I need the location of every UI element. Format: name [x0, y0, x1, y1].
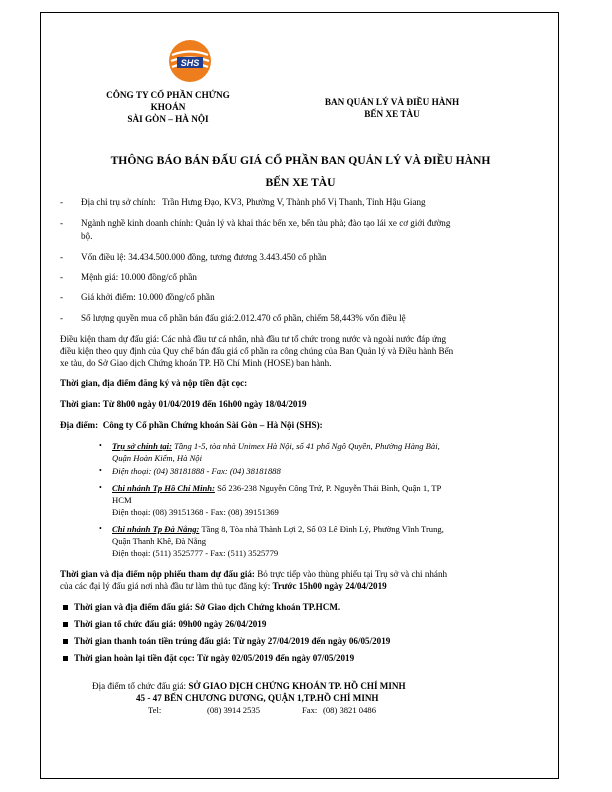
- document-page: [40, 12, 559, 779]
- ballot-line-2: [60, 581, 554, 592]
- schedule-item: Thời gian hoàn lại tiền đặt cọc: Từ ngày 02/05/2019 đến ngày 07/05/2019: [74, 653, 355, 663]
- venue-name: SỞ GIAO DỊCH CHỨNG KHOÁN TP. HỒ CHÍ MINH: [188, 681, 406, 691]
- hcm-line-2: HCM: [112, 495, 132, 505]
- logo-text: SHS: [180, 58, 200, 68]
- shs-logo: [168, 39, 212, 83]
- company-line-1: CÔNG TY CỔ PHẦN CHỨNG KHOÁN: [106, 90, 230, 112]
- square-bullet: [63, 605, 68, 610]
- title-line-2: BẾN XE TÀU: [265, 176, 336, 189]
- hq-line-1: Tầng 1-5, tòa nhà Unimex Hà Nội, số 41 phố Ngô Quyền, Phường Hàng Bài,: [174, 441, 440, 451]
- dash-bullet: -: [60, 292, 64, 302]
- business-line-1: Ngành nghề kinh doanh chính: Quản lý và khai thác bến xe, bến tàu phà; đào tạo lái xe cơ giới đường: [81, 218, 451, 228]
- dn-line-2: Quận Thanh Khê, Đà Nẵng: [112, 536, 207, 546]
- venue-line-1: [92, 681, 406, 692]
- hcm-branch: [112, 483, 552, 494]
- bullet-dot: •: [99, 466, 102, 475]
- hcm-line-1: Số 236-238 Nguyễn Công Trứ, P. Nguyễn Thái Bình, Quận 1, TP: [217, 483, 442, 493]
- ballot-line-1: [60, 569, 554, 580]
- schedule-item: Thời gian tổ chức đấu giá: 09h00 ngày 26/04/2019: [74, 619, 267, 629]
- place-label: Địa điểm:: [60, 420, 99, 430]
- hq-address: [112, 441, 552, 452]
- conditions-line-1: Điều kiện tham dự đấu giá: Các nhà đầu tư cá nhân, nhà đầu tư tổ chức trong nước và ngoài nước đáp ứng: [60, 334, 447, 344]
- business-line-2: bộ.: [81, 231, 93, 241]
- hq-phone: Điện thoại: (04) 38181888 - Fax: (04) 38181888: [112, 466, 281, 476]
- ballot-deadline: Trước 15h00 ngày 24/04/2019: [272, 581, 387, 591]
- starting-price: Giá khởi điểm: 10.000 đồng/cổ phần: [81, 292, 215, 302]
- ballot-label: Thời gian và địa điểm nộp phiếu tham dự đấu giá:: [60, 569, 255, 579]
- organization-name: [312, 96, 472, 120]
- venue-address: 45 - 47 BẾN CHƯƠNG DƯƠNG, QUẬN 1,TP.HỒ CHÍ MINH: [136, 693, 379, 703]
- venue-tel-label: Tel:: [148, 705, 162, 715]
- conditions-line-3: xe tàu, do Sở Giao dịch Chứng khoán TP. Hồ Chí Minh (HOSE) ban hành.: [60, 358, 332, 368]
- ballot-text-2: của các đại lý đấu giá nơi nhà đầu tư làm thủ tục đăng ký:: [60, 581, 271, 591]
- title-line-1: THÔNG BÁO BÁN ĐẤU GIÁ CỔ PHẦN BAN QUẢN LÝ VÀ ĐIỀU HÀNH: [110, 154, 491, 167]
- company-name: [88, 89, 248, 125]
- registration-heading: Thời gian, địa điểm đăng ký và nộp tiền đặt cọc:: [60, 378, 248, 388]
- hcm-label: Chi nhánh Tp Hồ Chí Minh:: [112, 483, 215, 493]
- venue-fax-label: Fax:: [302, 705, 318, 715]
- org-line-2: BẾN XE TÀU: [364, 109, 420, 119]
- registration-place: [60, 420, 323, 431]
- place-value: Công ty Cổ phần Chứng khoán Sài Gòn – Hà Nội (SHS):: [102, 420, 323, 430]
- address-value: Trần Hưng Đạo, KV3, Phường V, Thành phố Vị Thanh, Tỉnh Hậu Giang: [162, 197, 426, 207]
- org-line-1: BAN QUẢN LÝ VÀ ĐIỀU HÀNH: [324, 97, 460, 107]
- dash-bullet: -: [60, 197, 64, 207]
- bullet-dot: •: [99, 483, 102, 492]
- par-value: Mệnh giá: 10.000 đồng/cổ phần: [81, 272, 197, 282]
- dn-phone: Điện thoại: (511) 3525777 - Fax: (511) 3525779: [112, 548, 279, 558]
- schedule-item: Thời gian thanh toán tiền trúng đấu giá: Từ ngày 27/04/2019 đến ngày 06/05/2019: [74, 636, 391, 646]
- shares-offered: Số lượng quyền mua cổ phần bán đấu giá:2.012.470 cổ phần, chiếm 58,443% vốn điều lệ: [81, 313, 406, 323]
- bullet-dot: •: [99, 524, 102, 533]
- hq-label: Trụ sở chính tại:: [112, 441, 172, 451]
- venue-label: Địa điểm tổ chức đấu giá:: [92, 681, 187, 691]
- schedule-item: Thời gian và địa điểm đấu giá: Sở Giao dịch Chứng khoán TP.HCM.: [74, 602, 341, 612]
- address-item: [81, 197, 539, 208]
- dn-label: Chi nhánh Tp Đà Nẵng:: [112, 524, 200, 534]
- dash-bullet: -: [60, 313, 64, 323]
- square-bullet: [63, 656, 68, 661]
- bullet-dot: •: [99, 441, 102, 450]
- charter-capital: Vốn điều lệ: 34.434.500.000 đồng, tương đương 3.443.450 cổ phần: [81, 252, 327, 262]
- address-label: Địa chỉ trụ sở chính:: [81, 197, 156, 207]
- square-bullet: [63, 639, 68, 644]
- registration-time: Thời gian: Từ 8h00 ngày 01/04/2019 đến 16h00 ngày 18/04/2019: [60, 399, 307, 409]
- dash-bullet: -: [60, 252, 64, 262]
- dash-bullet: -: [60, 272, 64, 282]
- ballot-text-1: Bỏ trực tiếp vào thùng phiếu tại Trụ sở và chi nhánh: [257, 569, 448, 579]
- dash-bullet: -: [60, 218, 64, 228]
- dn-branch: [112, 524, 552, 535]
- venue-fax: (08) 3821 0486: [323, 705, 376, 715]
- square-bullet: [63, 622, 68, 627]
- hq-line-2: Quận Hoàn Kiếm, Hà Nội: [112, 453, 202, 463]
- company-line-2: SÀI GÒN – HÀ NỘI: [127, 114, 209, 124]
- dn-line-1: Tầng 8, Tòa nhà Thành Lợi 2, Số 03 Lê Đình Lý, Phường Vĩnh Trung,: [201, 524, 444, 534]
- venue-tel: (08) 3914 2535: [207, 705, 260, 715]
- hcm-phone: Điện thoại: (08) 39151368 - Fax: (08) 39151369: [112, 507, 279, 517]
- conditions-line-2: điều kiện theo quy định của Quy chế bán đấu giá cổ phần ra công chúng của Ban Quản lý và Điều hành Bến: [60, 346, 454, 356]
